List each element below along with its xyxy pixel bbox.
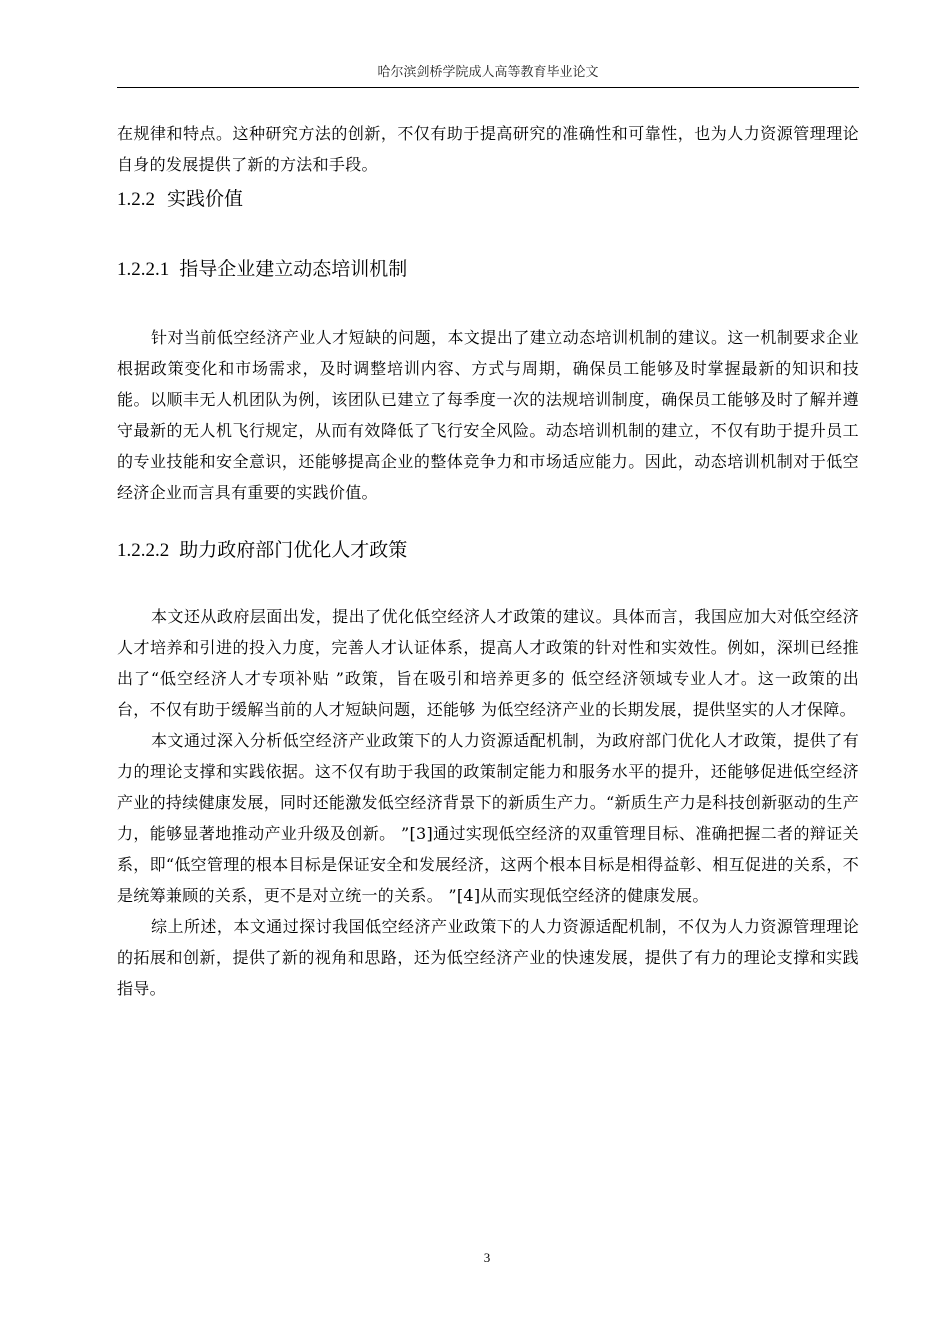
section-heading-1-2-2-2: [117, 535, 859, 566]
page-header: 哈尔滨剑桥学院成人高等教育毕业论文: [377, 65, 599, 80]
section-number: 1.2.2.1: [117, 259, 170, 280]
page-number: 3: [483, 1250, 491, 1265]
document-body: [117, 118, 859, 1004]
paragraph-policy-analysis: 本文通过深入分析低空经济产业政策下的人力资源适配机制，为政府部门优化人才政策，提供了有力的理论支撑和实践依据。这不仅有助于我国的政策制定能力和服务水平的提升，还能够促进低空经济产业的持续健康发展，同时还能激发低空经济背景下的新质生产力。“新质生产力是科技创新驱动的生产力，能够显著地推动产业升级及创新。 ”[3]通过实现低空经济的双重管理目标、准确把握二者的辩证关系，即“低空管理的根本目标是保证安全和发展经济，这两个根本目标是相得益彰、相互促进的关系，不是统筹兼顾的关系，更不是对立统一的关系。 ”[4]从而实现低空经济的健康发展。: [117, 731, 859, 905]
section-title: 指导企业建立动态培训机制: [179, 258, 408, 280]
paragraph-continuation: 在规律和特点。这种研究方法的创新，不仅有助于提高研究的准确性和可靠性，也为人力资源管理理论自身的发展提供了新的方法和手段。: [117, 124, 859, 174]
section-heading-1-2-2: [117, 184, 859, 215]
section-heading-1-2-2-1: [117, 254, 859, 285]
header-divider: [117, 87, 859, 88]
paragraph-summary: 综上所述，本文通过探讨我国低空经济产业政策下的人力资源适配机制，不仅为人力资源管理理论的拓展和创新，提供了新的视角和思路，还为低空经济产业的快速发展，提供了有力的理论支撑和实践指导。: [117, 917, 859, 998]
section-title: 助力政府部门优化人才政策: [179, 539, 408, 561]
paragraph-dynamic-training: 针对当前低空经济产业人才短缺的问题，本文提出了建立动态培训机制的建议。这一机制要求企业根据政策变化和市场需求，及时调整培训内容、方式与周期，确保员工能够及时掌握最新的知识和技能。以顺丰无人机团队为例，该团队已建立了每季度一次的法规培训制度，确保员工能够及时了解并遵守最新的无人机飞行规定，从而有效降低了飞行安全风险。动态培训机制的建立，不仅有助于提升员工的专业技能和安全意识，还能够提高企业的整体竞争力和市场适应能力。因此，动态培训机制对于低空经济企业而言具有重要的实践价值。: [117, 328, 859, 502]
paragraph-talent-policy: 本文还从政府层面出发，提出了优化低空经济人才政策的建议。具体而言，我国应加大对低空经济人才培养和引进的投入力度，完善人才认证体系，提高人才政策的针对性和实效性。例如，深圳已经推出了“低空经济人才专项补贴 ”政策，旨在吸引和培养更多的 低空经济领域专业人才。这一政策的出台，不仅有助于缓解当前的人才短缺问题，还能够 为低空经济产业的长期发展，提供坚实的人才保障。: [117, 607, 859, 719]
section-number: 1.2.2.2: [117, 540, 170, 561]
section-number: 1.2.2: [117, 189, 155, 210]
section-title: 实践价值: [167, 188, 244, 210]
